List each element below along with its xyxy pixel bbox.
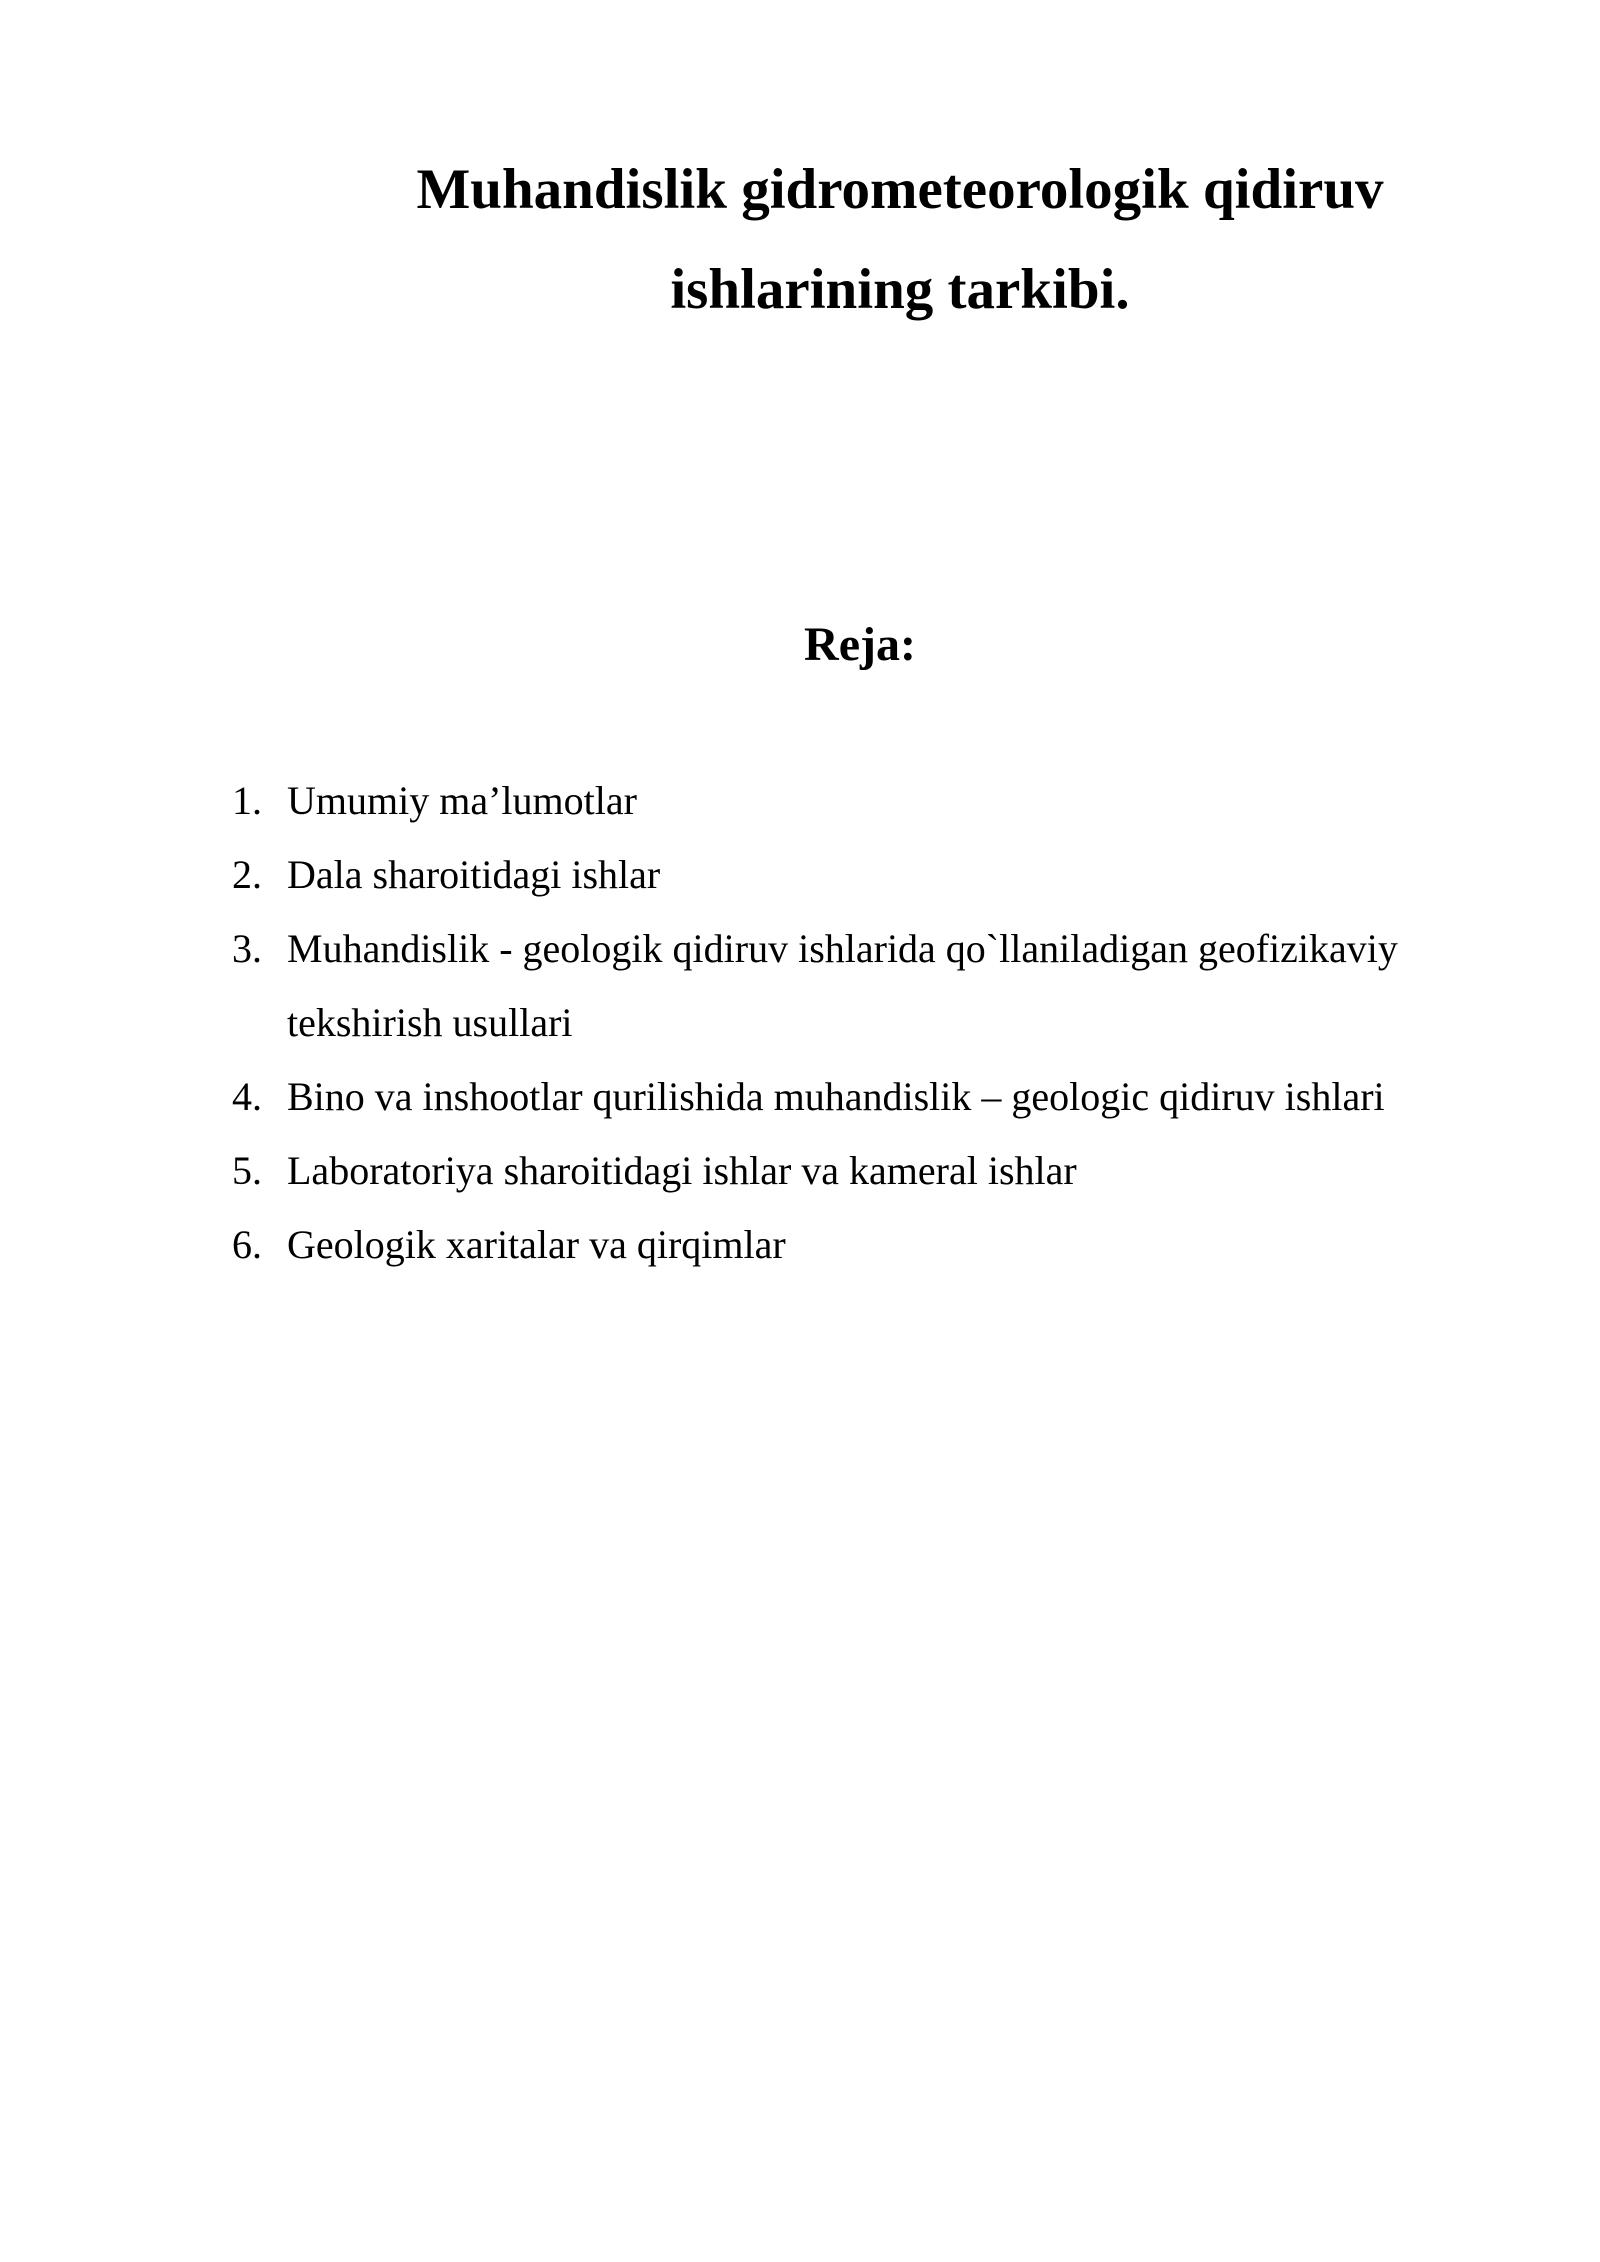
- title-line-1: Muhandislik gidrometeorologik qidiruv: [416, 158, 1384, 221]
- list-item-number: 6.: [232, 1222, 262, 1267]
- list-item-number: 4.: [232, 1074, 262, 1119]
- list-item-text: Geologik xaritalar va qirqimlar: [287, 1222, 786, 1267]
- list-item: [232, 764, 1532, 838]
- list-item-number: 5.: [232, 1148, 262, 1193]
- document-title: [240, 140, 1560, 340]
- list-item-number: 3.: [232, 926, 262, 971]
- list-item-number: 1.: [232, 778, 262, 823]
- list-item-text: Dala sharoitidagi ishlar: [287, 852, 661, 897]
- title-line-2: ishlarining tarkibi.: [670, 258, 1130, 321]
- plan-heading: Reja:: [804, 618, 916, 671]
- list-item: [232, 1208, 1532, 1282]
- list-item-number: 2.: [232, 852, 262, 897]
- list-item: [232, 838, 1532, 912]
- list-item-text: Umumiy ma’lumotlar: [287, 778, 637, 823]
- list-item: [232, 912, 1532, 1060]
- list-item: [232, 1134, 1532, 1208]
- list-item-text: Bino va inshootlar qurilishida muhandislik – geologic qidiruv ishlari: [287, 1074, 1385, 1119]
- list-item-text: Laboratoriya sharoitidagi ishlar va kameral ishlar: [287, 1148, 1077, 1193]
- list-item: [232, 1060, 1532, 1134]
- plan-list: [232, 764, 1532, 1282]
- list-item-text: Muhandislik - geologik qidiruv ishlarida qo`llaniladigan geofizikaviy tekshirish usullari: [287, 926, 1398, 1045]
